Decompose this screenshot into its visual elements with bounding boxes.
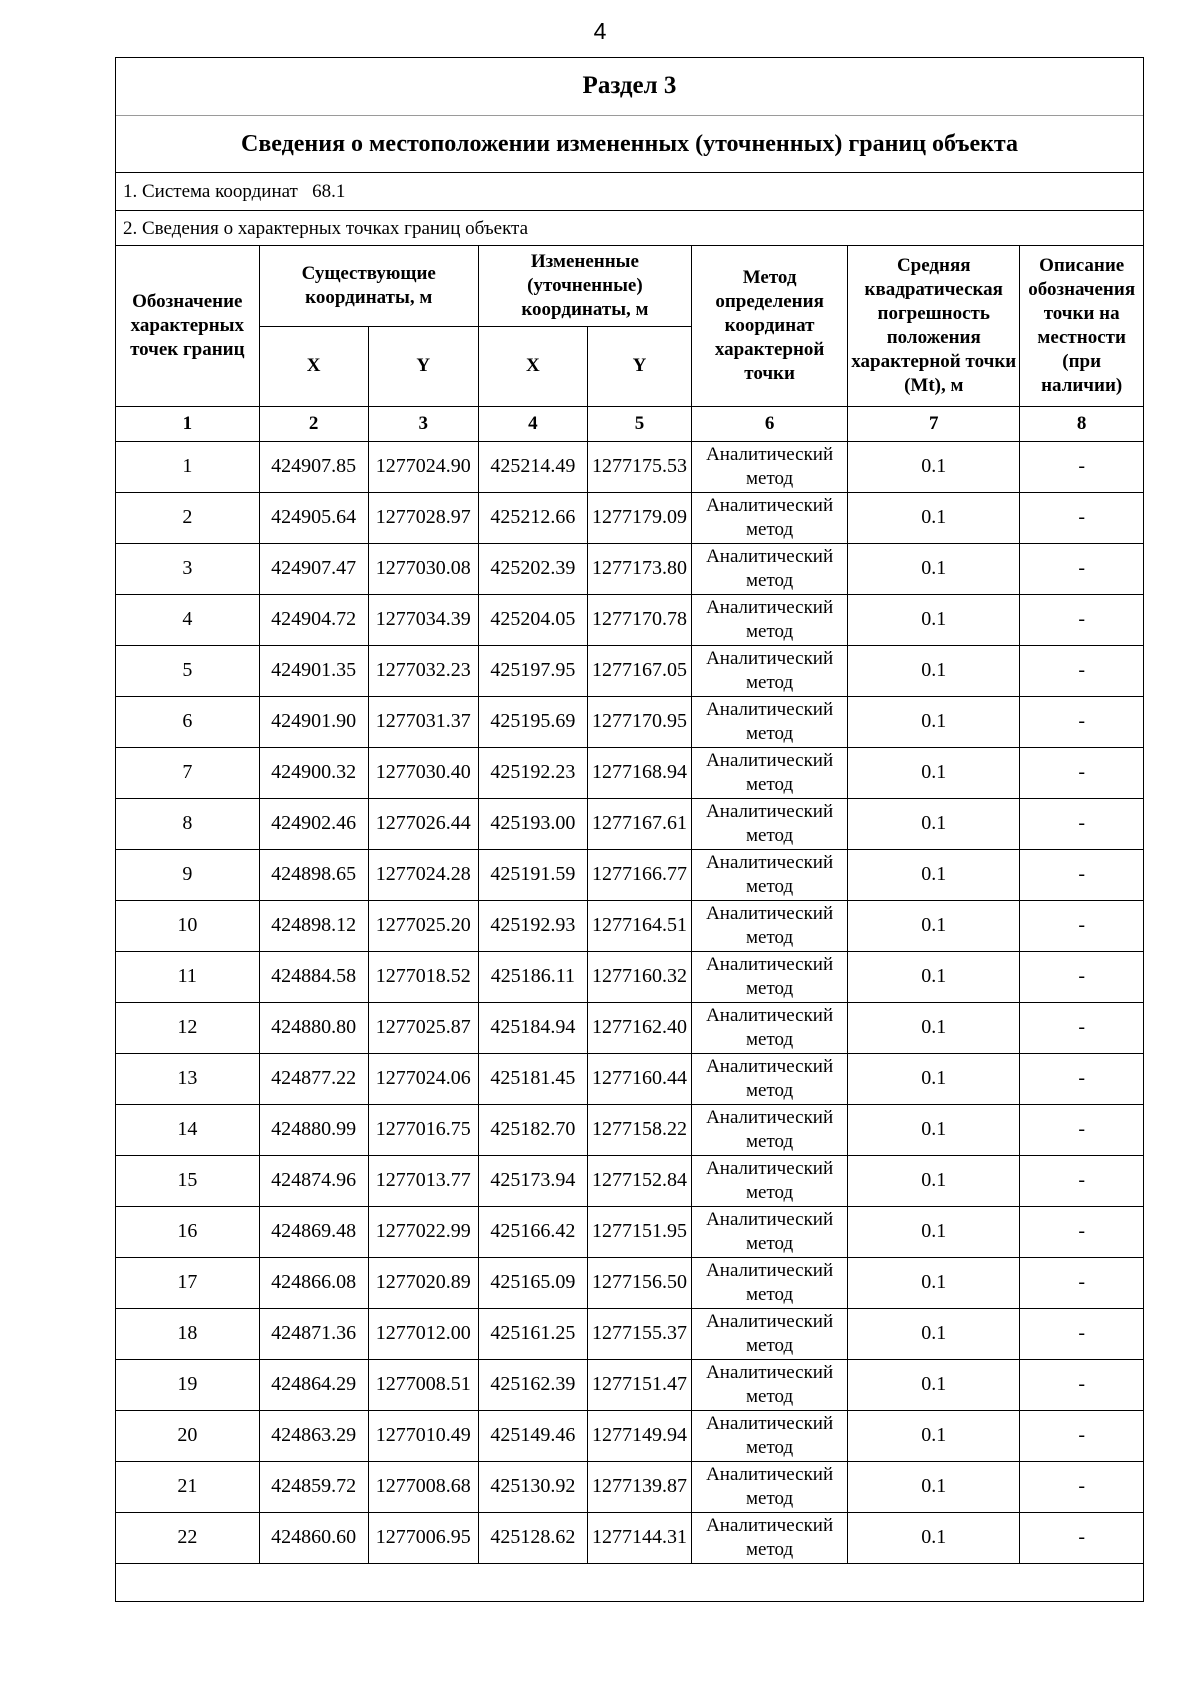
- point-number-cell: 21: [116, 1461, 259, 1512]
- changed-y-cell: 1277167.05: [587, 645, 691, 696]
- method-cell: Аналитический метод: [692, 798, 848, 849]
- existing-x-cell: 424880.80: [259, 1002, 368, 1053]
- changed-x-cell: 425204.05: [478, 594, 587, 645]
- changed-x-cell: 425181.45: [478, 1053, 587, 1104]
- changed-x-cell: 425162.39: [478, 1359, 587, 1410]
- changed-y-cell: 1277149.94: [587, 1410, 691, 1461]
- method-cell: Аналитический метод: [692, 441, 848, 492]
- point-description-cell: -: [1020, 1257, 1143, 1308]
- table-row: [116, 441, 1143, 492]
- mean-error-cell: 0.1: [848, 1104, 1020, 1155]
- header-designation: Обозначение характерных точек границ: [116, 246, 259, 406]
- existing-x-cell: 424859.72: [259, 1461, 368, 1512]
- empty-footer-cell: [116, 1563, 1143, 1592]
- existing-x-cell: 424860.60: [259, 1512, 368, 1563]
- changed-y-cell: 1277173.80: [587, 543, 691, 594]
- changed-y-cell: 1277170.78: [587, 594, 691, 645]
- point-description-cell: -: [1020, 1155, 1143, 1206]
- mean-error-cell: 0.1: [848, 1512, 1020, 1563]
- existing-y-cell: 1277018.52: [368, 951, 478, 1002]
- column-number: 5: [587, 406, 691, 441]
- section-title: Раздел 3: [116, 58, 1143, 116]
- table-row: [116, 951, 1143, 1002]
- point-description-cell: -: [1020, 849, 1143, 900]
- method-cell: Аналитический метод: [692, 645, 848, 696]
- method-cell: Аналитический метод: [692, 594, 848, 645]
- existing-y-cell: 1277013.77: [368, 1155, 478, 1206]
- changed-y-cell: 1277179.09: [587, 492, 691, 543]
- existing-y-cell: 1277024.28: [368, 849, 478, 900]
- existing-x-cell: 424904.72: [259, 594, 368, 645]
- coordinate-system-value: 68.1: [312, 181, 346, 202]
- mean-error-cell: 0.1: [848, 543, 1020, 594]
- point-number-cell: 11: [116, 951, 259, 1002]
- points-info-label: 2. Сведения о характерных точках границ объекта: [116, 211, 1143, 246]
- existing-x-cell: 424901.90: [259, 696, 368, 747]
- existing-x-cell: 424907.47: [259, 543, 368, 594]
- table-row: [116, 1104, 1143, 1155]
- changed-x-cell: 425128.62: [478, 1512, 587, 1563]
- method-cell: Аналитический метод: [692, 543, 848, 594]
- method-cell: Аналитический метод: [692, 849, 848, 900]
- existing-y-cell: 1277026.44: [368, 798, 478, 849]
- point-description-cell: -: [1020, 1206, 1143, 1257]
- mean-error-cell: 0.1: [848, 1410, 1020, 1461]
- existing-x-cell: 424902.46: [259, 798, 368, 849]
- point-number-cell: 18: [116, 1308, 259, 1359]
- existing-x-cell: 424877.22: [259, 1053, 368, 1104]
- changed-y-cell: 1277170.95: [587, 696, 691, 747]
- point-number-cell: 9: [116, 849, 259, 900]
- method-cell: Аналитический метод: [692, 1104, 848, 1155]
- changed-x-cell: 425192.23: [478, 747, 587, 798]
- table-row: [116, 696, 1143, 747]
- changed-y-cell: 1277164.51: [587, 900, 691, 951]
- changed-x-cell: 425165.09: [478, 1257, 587, 1308]
- mean-error-cell: 0.1: [848, 951, 1020, 1002]
- existing-x-cell: 424905.64: [259, 492, 368, 543]
- point-description-cell: -: [1020, 1461, 1143, 1512]
- header-y-changed: Y: [587, 326, 691, 406]
- column-number: 6: [692, 406, 848, 441]
- section-subtitle: Сведения о местоположении измененных (уточненных) границ объекта: [116, 116, 1143, 173]
- table-row: [116, 747, 1143, 798]
- method-cell: Аналитический метод: [692, 492, 848, 543]
- table-row: [116, 849, 1143, 900]
- existing-y-cell: 1277025.20: [368, 900, 478, 951]
- mean-error-cell: 0.1: [848, 747, 1020, 798]
- mean-error-cell: 0.1: [848, 1155, 1020, 1206]
- column-number: 4: [478, 406, 587, 441]
- existing-x-cell: 424863.29: [259, 1410, 368, 1461]
- column-numbers-row: [116, 406, 1143, 441]
- point-description-cell: -: [1020, 1512, 1143, 1563]
- existing-y-cell: 1277012.00: [368, 1308, 478, 1359]
- header-y-existing: Y: [368, 326, 478, 406]
- changed-y-cell: 1277166.77: [587, 849, 691, 900]
- header-description: Описание обозначения точки на местности (при наличии): [1020, 246, 1143, 406]
- point-number-cell: 1: [116, 441, 259, 492]
- coordinate-system-label: 1. Система координат: [123, 181, 298, 202]
- changed-y-cell: 1277155.37: [587, 1308, 691, 1359]
- existing-y-cell: 1277031.37: [368, 696, 478, 747]
- method-cell: Аналитический метод: [692, 696, 848, 747]
- page-number: 4: [593, 18, 607, 44]
- changed-x-cell: 425173.94: [478, 1155, 587, 1206]
- point-number-cell: 14: [116, 1104, 259, 1155]
- table-row: [116, 1155, 1143, 1206]
- point-description-cell: -: [1020, 492, 1143, 543]
- table-row: [116, 645, 1143, 696]
- mean-error-cell: 0.1: [848, 900, 1020, 951]
- empty-footer-row: [116, 1563, 1143, 1592]
- mean-error-cell: 0.1: [848, 441, 1020, 492]
- changed-y-cell: 1277168.94: [587, 747, 691, 798]
- existing-y-cell: 1277030.40: [368, 747, 478, 798]
- existing-x-cell: 424884.58: [259, 951, 368, 1002]
- table-row: [116, 1410, 1143, 1461]
- changed-x-cell: 425186.11: [478, 951, 587, 1002]
- existing-y-cell: 1277034.39: [368, 594, 478, 645]
- method-cell: Аналитический метод: [692, 1257, 848, 1308]
- changed-y-cell: 1277144.31: [587, 1512, 691, 1563]
- changed-y-cell: 1277167.61: [587, 798, 691, 849]
- changed-x-cell: 425161.25: [478, 1308, 587, 1359]
- table-row: [116, 543, 1143, 594]
- changed-x-cell: 425184.94: [478, 1002, 587, 1053]
- table-row: [116, 1359, 1143, 1410]
- point-description-cell: -: [1020, 1002, 1143, 1053]
- method-cell: Аналитический метод: [692, 951, 848, 1002]
- point-number-cell: 17: [116, 1257, 259, 1308]
- point-number-cell: 4: [116, 594, 259, 645]
- point-description-cell: -: [1020, 1410, 1143, 1461]
- table-row: [116, 1512, 1143, 1563]
- point-number-cell: 10: [116, 900, 259, 951]
- existing-y-cell: 1277006.95: [368, 1512, 478, 1563]
- header-x-existing: X: [259, 326, 368, 406]
- mean-error-cell: 0.1: [848, 1206, 1020, 1257]
- changed-x-cell: 425214.49: [478, 441, 587, 492]
- method-cell: Аналитический метод: [692, 1512, 848, 1563]
- changed-x-cell: 425202.39: [478, 543, 587, 594]
- existing-y-cell: 1277022.99: [368, 1206, 478, 1257]
- point-number-cell: 7: [116, 747, 259, 798]
- changed-y-cell: 1277158.22: [587, 1104, 691, 1155]
- mean-error-cell: 0.1: [848, 798, 1020, 849]
- existing-y-cell: 1277030.08: [368, 543, 478, 594]
- existing-y-cell: 1277032.23: [368, 645, 478, 696]
- changed-x-cell: 425130.92: [478, 1461, 587, 1512]
- point-number-cell: 12: [116, 1002, 259, 1053]
- point-number-cell: 20: [116, 1410, 259, 1461]
- changed-x-cell: 425182.70: [478, 1104, 587, 1155]
- table-row: [116, 1308, 1143, 1359]
- changed-y-cell: 1277151.95: [587, 1206, 691, 1257]
- point-description-cell: -: [1020, 1104, 1143, 1155]
- table-row: [116, 900, 1143, 951]
- existing-y-cell: 1277008.68: [368, 1461, 478, 1512]
- existing-y-cell: 1277024.06: [368, 1053, 478, 1104]
- changed-x-cell: 425191.59: [478, 849, 587, 900]
- header-x-changed: X: [478, 326, 587, 406]
- header-error: Средняя квадратическая погрешность положения характерной точки (Mt), м: [848, 246, 1020, 406]
- mean-error-cell: 0.1: [848, 1257, 1020, 1308]
- existing-y-cell: 1277025.87: [368, 1002, 478, 1053]
- mean-error-cell: 0.1: [848, 1461, 1020, 1512]
- changed-x-cell: 425166.42: [478, 1206, 587, 1257]
- point-number-cell: 15: [116, 1155, 259, 1206]
- point-description-cell: -: [1020, 900, 1143, 951]
- method-cell: Аналитический метод: [692, 1002, 848, 1053]
- method-cell: Аналитический метод: [692, 1359, 848, 1410]
- table-row: [116, 1257, 1143, 1308]
- mean-error-cell: 0.1: [848, 492, 1020, 543]
- existing-x-cell: 424898.12: [259, 900, 368, 951]
- mean-error-cell: 0.1: [848, 1359, 1020, 1410]
- table-row: [116, 1461, 1143, 1512]
- column-number: 2: [259, 406, 368, 441]
- column-number: 8: [1020, 406, 1143, 441]
- existing-x-cell: 424866.08: [259, 1257, 368, 1308]
- point-description-cell: -: [1020, 951, 1143, 1002]
- changed-y-cell: 1277160.44: [587, 1053, 691, 1104]
- existing-x-cell: 424871.36: [259, 1308, 368, 1359]
- changed-y-cell: 1277139.87: [587, 1461, 691, 1512]
- existing-x-cell: 424874.96: [259, 1155, 368, 1206]
- mean-error-cell: 0.1: [848, 696, 1020, 747]
- table-row: [116, 1206, 1143, 1257]
- point-number-cell: 13: [116, 1053, 259, 1104]
- existing-x-cell: 424864.29: [259, 1359, 368, 1410]
- changed-x-cell: 425149.46: [478, 1410, 587, 1461]
- mean-error-cell: 0.1: [848, 645, 1020, 696]
- changed-x-cell: 425212.66: [478, 492, 587, 543]
- mean-error-cell: 0.1: [848, 1308, 1020, 1359]
- point-number-cell: 16: [116, 1206, 259, 1257]
- point-description-cell: -: [1020, 594, 1143, 645]
- table-row: [116, 1002, 1143, 1053]
- existing-y-cell: 1277028.97: [368, 492, 478, 543]
- existing-y-cell: 1277024.90: [368, 441, 478, 492]
- point-description-cell: -: [1020, 543, 1143, 594]
- table-row: [116, 492, 1143, 543]
- changed-y-cell: 1277162.40: [587, 1002, 691, 1053]
- method-cell: Аналитический метод: [692, 747, 848, 798]
- existing-x-cell: 424880.99: [259, 1104, 368, 1155]
- existing-x-cell: 424900.32: [259, 747, 368, 798]
- point-description-cell: -: [1020, 696, 1143, 747]
- point-number-cell: 5: [116, 645, 259, 696]
- points-table: [116, 246, 1143, 1592]
- point-number-cell: 3: [116, 543, 259, 594]
- header-existing: Существующие координаты, м: [259, 246, 478, 326]
- existing-x-cell: 424869.48: [259, 1206, 368, 1257]
- changed-x-cell: 425197.95: [478, 645, 587, 696]
- point-number-cell: 2: [116, 492, 259, 543]
- method-cell: Аналитический метод: [692, 1461, 848, 1512]
- point-description-cell: -: [1020, 1359, 1143, 1410]
- method-cell: Аналитический метод: [692, 1155, 848, 1206]
- existing-x-cell: 424907.85: [259, 441, 368, 492]
- changed-x-cell: 425195.69: [478, 696, 587, 747]
- column-number: 1: [116, 406, 259, 441]
- changed-x-cell: 425193.00: [478, 798, 587, 849]
- point-description-cell: -: [1020, 645, 1143, 696]
- column-number: 3: [368, 406, 478, 441]
- point-number-cell: 6: [116, 696, 259, 747]
- document-frame: [115, 57, 1144, 1602]
- point-description-cell: -: [1020, 747, 1143, 798]
- column-number: 7: [848, 406, 1020, 441]
- mean-error-cell: 0.1: [848, 1002, 1020, 1053]
- table-row: [116, 594, 1143, 645]
- existing-x-cell: 424898.65: [259, 849, 368, 900]
- mean-error-cell: 0.1: [848, 849, 1020, 900]
- changed-y-cell: 1277175.53: [587, 441, 691, 492]
- mean-error-cell: 0.1: [848, 1053, 1020, 1104]
- header-method: Метод определения координат характерной точки: [692, 246, 848, 406]
- existing-y-cell: 1277008.51: [368, 1359, 478, 1410]
- existing-x-cell: 424901.35: [259, 645, 368, 696]
- changed-y-cell: 1277151.47: [587, 1359, 691, 1410]
- header-changed: Измененные (уточненные) координаты, м: [478, 246, 691, 326]
- changed-y-cell: 1277152.84: [587, 1155, 691, 1206]
- table-row: [116, 798, 1143, 849]
- point-description-cell: -: [1020, 798, 1143, 849]
- point-number-cell: 8: [116, 798, 259, 849]
- mean-error-cell: 0.1: [848, 594, 1020, 645]
- existing-y-cell: 1277016.75: [368, 1104, 478, 1155]
- point-number-cell: 19: [116, 1359, 259, 1410]
- existing-y-cell: 1277020.89: [368, 1257, 478, 1308]
- method-cell: Аналитический метод: [692, 1206, 848, 1257]
- method-cell: Аналитический метод: [692, 1053, 848, 1104]
- point-number-cell: 22: [116, 1512, 259, 1563]
- table-row: [116, 1053, 1143, 1104]
- changed-x-cell: 425192.93: [478, 900, 587, 951]
- changed-y-cell: 1277156.50: [587, 1257, 691, 1308]
- method-cell: Аналитический метод: [692, 900, 848, 951]
- point-description-cell: -: [1020, 441, 1143, 492]
- method-cell: Аналитический метод: [692, 1410, 848, 1461]
- method-cell: Аналитический метод: [692, 1308, 848, 1359]
- existing-y-cell: 1277010.49: [368, 1410, 478, 1461]
- coordinate-system-row: [116, 173, 1143, 211]
- point-description-cell: -: [1020, 1308, 1143, 1359]
- changed-y-cell: 1277160.32: [587, 951, 691, 1002]
- point-description-cell: -: [1020, 1053, 1143, 1104]
